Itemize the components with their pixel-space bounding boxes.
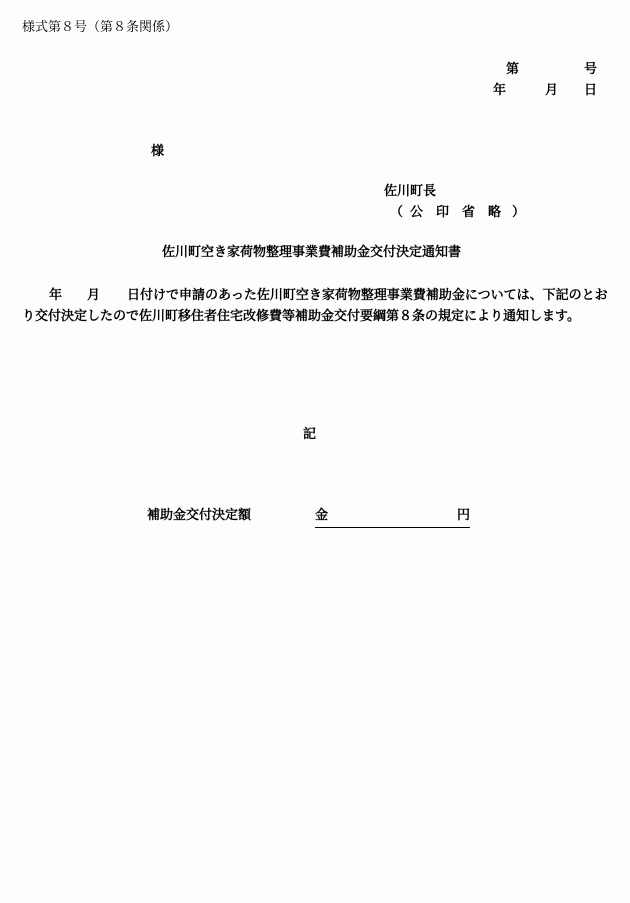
doc-number-prefix: 第 [506,62,520,77]
amount-label: 補助金交付決定額 [147,508,252,523]
date-month: 月 [545,83,559,98]
body-month: 月 [87,288,101,303]
body-paragraph [22,285,608,327]
seal-omitted [390,206,525,219]
form-number: 様式第８号（第８条関係） [22,20,179,35]
ki-heading: 記 [303,427,317,442]
seal-char-3: 省 [462,205,476,220]
addressee-suffix: 様 [151,144,165,159]
date-year: 年 [493,83,507,98]
amount-unit: 円 [456,508,470,523]
seal-char-4: 略 [488,205,502,220]
date-day: 日 [584,83,598,98]
doc-number-suffix: 号 [584,62,598,77]
body-text: 日付けで申請のあった佐川町空き家荷物整理事業費補助金については、下記のとおり交付決定したので佐川町移住者住宅改修費等補助金交付要綱第８条の規定により通知します。 [22,288,608,324]
seal-char-2: 印 [436,205,450,220]
amount-field [315,509,470,528]
amount-prefix: 金 [315,508,329,523]
seal-close: ） [512,205,526,220]
issuer: 佐川町長 [384,184,437,199]
seal-char-1: 公 [410,205,424,220]
body-year: 年 [49,288,63,303]
seal-open: （ [390,205,404,220]
document-title: 佐川町空き家荷物整理事業費補助金交付決定通知書 [162,245,462,260]
